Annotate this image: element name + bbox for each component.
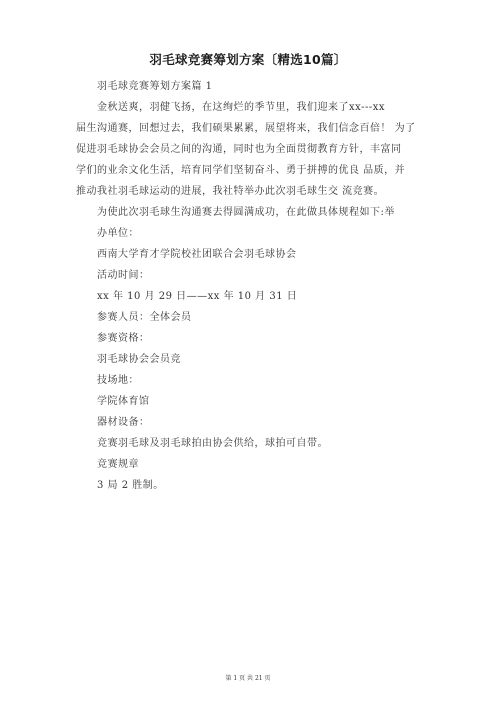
page-footer: 第 1 页 共 21 页 <box>225 675 271 682</box>
body-line: 参赛人员：全体会员 <box>97 312 192 323</box>
body-line: 技场地： <box>97 375 139 386</box>
body-line: 届生沟通赛，回想过去，我们硕果累累，展望将来，我们信念百倍！ 为了 <box>76 123 416 134</box>
body-line: 促进羽毛球协会会员之间的沟通，同时也为全面贯彻教育方针，丰富同 <box>76 144 402 155</box>
body-line: 3 局 2 胜制。 <box>97 480 164 491</box>
body-line: 竞赛规章 <box>97 459 139 470</box>
body-line: 器材设备： <box>97 417 150 428</box>
page-title: 羽毛球竞赛筹划方案〔精选10篇〕 <box>149 52 347 67</box>
body-line: 金秋送爽，羽健飞扬，在这绚烂的季节里，我们迎来了xx---xx <box>97 102 386 113</box>
body-line: 推动我社羽毛球运动的进展，我社特举办此次羽毛球生交 流竞赛。 <box>76 186 385 197</box>
body-line: 竞赛羽毛球及羽毛球拍由协会供给，球拍可自带。 <box>97 438 328 449</box>
body-line: 活动时间： <box>97 270 150 281</box>
body-line: 参赛资格： <box>97 333 150 344</box>
body-line: 学院体育馆 <box>97 396 150 407</box>
body-line: 办单位： <box>97 228 139 239</box>
body-line: 羽毛球协会会员竞 <box>97 354 181 365</box>
document-body <box>76 76 444 496</box>
body-line: 学们的业余文化生活，培育同学们坚韧奋斗、勇于拼搏的优良 品质，并 <box>76 165 406 176</box>
body-line: 羽毛球竞赛筹划方案篇 1 <box>97 81 213 92</box>
body-line: xx 年 10 月 29 日——xx 年 10 月 31 日 <box>97 291 298 302</box>
body-line: 西南大学育才学院校社团联合会羽毛球协会 <box>97 249 297 260</box>
body-line: 为使此次羽毛球生沟通赛去得圆满成功，在此做具体规程如下:举 <box>97 207 395 218</box>
